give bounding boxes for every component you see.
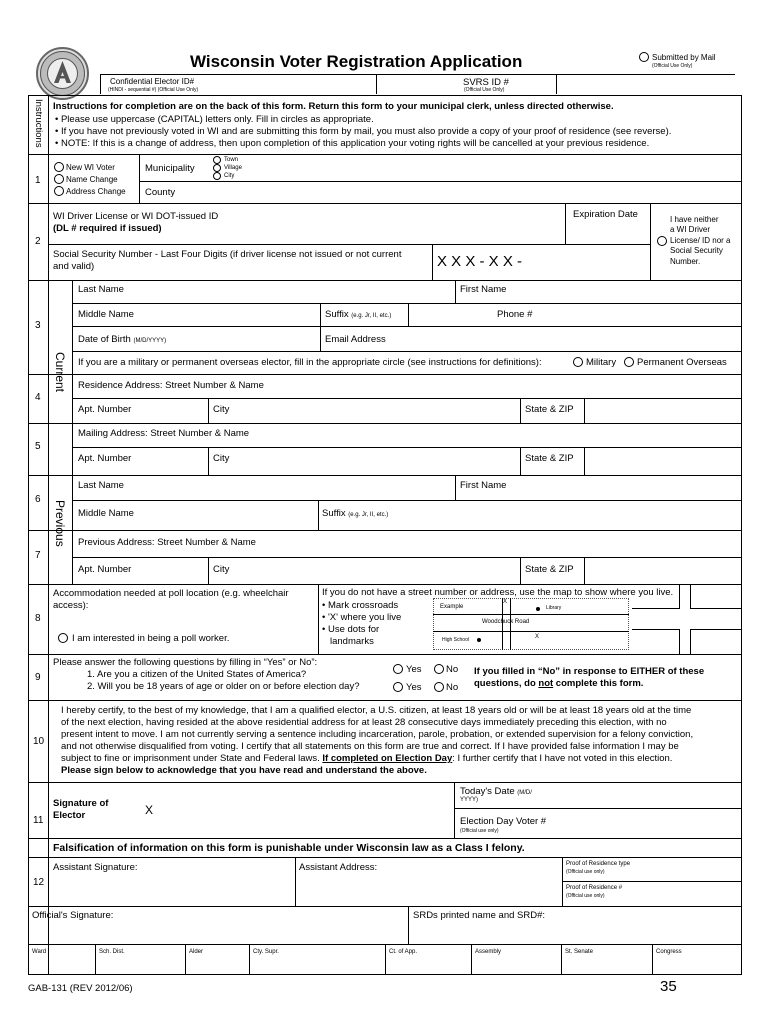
signature-x: X <box>145 803 154 817</box>
overseas-circle[interactable] <box>624 357 634 367</box>
poll-worker-circle[interactable] <box>58 633 68 643</box>
previous-first-name-label: First Name <box>460 480 507 491</box>
current-email-label: Email Address <box>325 334 386 345</box>
current-email-field[interactable] <box>395 327 738 349</box>
instructions-side-label: Instructions <box>33 99 44 148</box>
confidential-id-field[interactable] <box>250 75 374 92</box>
current-last-name-label: Last Name <box>78 284 124 295</box>
military-circle[interactable] <box>573 357 583 367</box>
section-number-7: 7 <box>35 550 41 561</box>
confidential-id-label: Confidential Elector ID# <box>110 77 195 86</box>
official-use-note: (Official Use Only) <box>652 63 693 69</box>
previous-middle-name-label: Middle Name <box>78 508 134 519</box>
previous-suffix-field[interactable] <box>405 501 738 527</box>
accommodation-field[interactable] <box>100 600 315 626</box>
submitted-by-mail-circle[interactable] <box>639 52 649 62</box>
location-map-grid[interactable] <box>632 584 741 654</box>
page-number: 35 <box>660 978 677 995</box>
form-id: GAB-131 (REV 2012/06) <box>28 983 133 994</box>
proof-number-note: (Official use only) <box>566 893 605 899</box>
svrs-id-label: SVRS ID # <box>463 77 509 88</box>
signature-label-1: Signature of <box>53 798 109 809</box>
previous-city-label: City <box>213 564 230 575</box>
q2-yes-label: Yes <box>406 682 422 693</box>
school-dot <box>477 638 481 642</box>
srd-label: SRDs printed name and SRD#: <box>413 910 546 921</box>
assistant-signature-label: Assistant Signature: <box>53 862 138 873</box>
question-1: 1. Are you a citizen of the United States of America? <box>87 669 307 680</box>
new-voter-label: New WI Voter <box>66 163 115 172</box>
municipality-field[interactable] <box>250 156 738 180</box>
svrs-id-note: (Official Use Only) <box>464 87 505 93</box>
address-change-circle[interactable] <box>54 186 64 196</box>
neither-line-2: a WI Driver <box>670 225 710 234</box>
section-number-2: 2 <box>35 236 41 247</box>
elector-signature-field[interactable] <box>160 786 450 836</box>
name-change-circle[interactable] <box>54 174 64 184</box>
srd-field[interactable] <box>411 922 738 942</box>
district-ward: Ward <box>32 949 47 955</box>
neither-line-1: I have neither <box>670 215 719 224</box>
map-x-mark-top: X <box>503 599 508 605</box>
address-change-label: Address Change <box>66 187 126 196</box>
previous-suffix-label: Suffix (e.g. Jr, II, etc.) <box>322 508 389 519</box>
instruction-bullet-3: • NOTE: If this is a change of address, then upon completion of this application your voting rights will be cancelled at your previous residence. <box>55 138 650 149</box>
current-dob-field[interactable] <box>195 327 315 349</box>
mailing-city-label: City <box>213 453 230 464</box>
military-label: Military <box>586 357 617 368</box>
ssn-last-four-field[interactable] <box>525 246 647 278</box>
accommodation-label-1: Accommodation needed at poll location (e.g. wheelchair <box>53 588 289 599</box>
section-number-9: 9 <box>35 672 41 683</box>
expiration-date-field[interactable] <box>567 222 647 242</box>
current-phone-label: Phone # <box>497 309 533 320</box>
todays-date-field[interactable] <box>560 784 738 806</box>
officials-signature-field[interactable] <box>30 922 405 942</box>
previous-last-name-field[interactable] <box>145 476 453 498</box>
previous-state-zip-field[interactable] <box>587 558 738 582</box>
current-suffix-label: Suffix (e.g. Jr, II, etc.) <box>325 309 392 320</box>
village-label: Village <box>224 165 242 171</box>
current-phone-field[interactable] <box>540 304 738 324</box>
neither-line-4: Social Security <box>670 246 723 255</box>
neither-circle[interactable] <box>657 236 667 246</box>
instruction-bullet-2: • If you have not previously voted in WI and are submitting this form by mail, you must also provide a copy of your proof of residence (see reverse). <box>55 126 672 137</box>
district-assembly: Assembly <box>475 949 502 955</box>
district-county-supervisor: Cty. Supr. <box>253 949 279 955</box>
certification-line-5: subject to fine or imprisonment under State and Federal laws. If completed on Election Day: I further certify that I have not voted in this election. <box>61 753 673 764</box>
accommodation-label-2: access): <box>53 600 89 611</box>
section-number-1: 1 <box>35 175 41 186</box>
map-bullet-2: • 'X' where you live <box>322 612 402 623</box>
previous-middle-name-field[interactable] <box>165 501 315 527</box>
map-school-label: High School <box>442 637 469 643</box>
district-state-senate: St. Senate <box>565 949 594 955</box>
citizen-warning-2: questions, do not complete this form. <box>474 678 644 689</box>
q1-yes-circle[interactable] <box>393 664 403 674</box>
q1-no-circle[interactable] <box>434 664 444 674</box>
previous-first-name-field[interactable] <box>520 476 738 498</box>
current-middle-name-field[interactable] <box>145 304 317 324</box>
map-example-label: Example <box>440 604 464 610</box>
dl-label: WI Driver License or WI DOT-issued ID <box>53 211 219 222</box>
poll-worker-label: I am interested in being a poll worker. <box>72 633 230 644</box>
instruction-bullet-1: • Please use uppercase (CAPITAL) letters only. Fill in circles as appropriate. <box>55 114 374 125</box>
previous-address-field[interactable] <box>272 531 738 555</box>
district-congress: Congress <box>656 949 682 955</box>
municipality-label: Municipality <box>145 163 195 174</box>
citizen-warning-1: If you filled in “No” in response to EITHER of these <box>474 666 705 677</box>
certification-line-4: and not otherwise disqualified from voting. I certify that all statements on this form are true and correct. If I have provided false information I may be <box>61 741 679 752</box>
overseas-label: Permanent Overseas <box>637 357 727 368</box>
previous-side-label: Previous <box>53 500 67 547</box>
mailing-state-zip-label: State & ZIP <box>525 453 574 464</box>
residence-state-zip-field[interactable] <box>587 399 738 421</box>
certification-line-6: Please sign below to acknowledge that you have read and understand the above. <box>61 765 427 776</box>
assistant-address-label: Assistant Address: <box>299 862 378 873</box>
current-middle-name-label: Middle Name <box>78 309 134 320</box>
previous-state-zip-label: State & ZIP <box>525 564 574 575</box>
map-bullet-3: • Use dots for <box>322 624 380 635</box>
county-field[interactable] <box>185 182 738 202</box>
page-title: Wisconsin Voter Registration Application <box>190 52 523 71</box>
todays-date-note: YYYY) <box>460 797 479 803</box>
name-change-label: Name Change <box>66 175 118 184</box>
residence-address-field[interactable] <box>280 375 738 397</box>
map-intro: If you do not have a street number or address, use the map to show where you live. <box>322 587 674 598</box>
residence-apt-label: Apt. Number <box>78 404 132 415</box>
previous-address-label: Previous Address: Street Number & Name <box>78 537 256 548</box>
proof-number-label: Proof of Residence # <box>566 885 623 891</box>
neither-line-5: Number. <box>670 257 701 266</box>
section-number-4: 4 <box>35 392 41 403</box>
map-road-label: Woodchuck Road <box>482 619 530 625</box>
officials-signature-label: Official's Signature: <box>32 910 114 921</box>
instructions-main: Instructions for completion are on the back of this form. Return this form to your municipal clerk, unless directed otherwise. <box>53 101 614 112</box>
county-label: County <box>145 187 176 198</box>
current-last-name-field[interactable] <box>145 281 453 301</box>
town-circle[interactable] <box>213 156 221 164</box>
question-2: 2. Will you be 18 years of age or older on or before election day? <box>87 681 360 692</box>
village-circle[interactable] <box>213 164 221 172</box>
certification-line-2: of the next election, having resided at the above residential address for at least 28 consecutive days immediately preceding this election, with no <box>61 717 667 728</box>
mailing-address-label: Mailing Address: Street Number & Name <box>78 428 250 439</box>
mailing-state-zip-field[interactable] <box>587 448 738 472</box>
confidential-id-note: (HINDI - sequential #) (Official Use Only) <box>108 87 199 93</box>
new-voter-circle[interactable] <box>54 162 64 172</box>
residence-city-label: City <box>213 404 230 415</box>
previous-city-field[interactable] <box>235 558 517 582</box>
section-number-6: 6 <box>35 494 41 505</box>
todays-date-label: Today's Date (M/D/ <box>460 786 532 797</box>
town-label: Town <box>224 157 239 163</box>
assistant-signature-field[interactable] <box>52 874 292 904</box>
city-label: City <box>224 173 235 179</box>
current-first-name-label: First Name <box>460 284 507 295</box>
dl-number-field[interactable] <box>230 205 562 241</box>
assistant-address-field[interactable] <box>298 874 558 904</box>
military-question: If you are a military or permanent overseas elector, fill in the appropriate circle (see instructions for definitions): <box>78 357 542 368</box>
section-number-5: 5 <box>35 441 41 452</box>
map-bullet-3b: landmarks <box>330 636 374 647</box>
election-day-official-note: (Official use only) <box>460 828 499 834</box>
falsification-notice: Falsification of information on this form is punishable under Wisconsin law as a Class I felony. <box>53 842 525 854</box>
residence-address-label: Residence Address: Street Number & Name <box>78 380 264 391</box>
section-number-10: 10 <box>33 736 45 747</box>
citizen-questions-intro: Please answer the following questions by filling in “Yes” or No”: <box>53 657 318 668</box>
mailing-apt-label: Apt. Number <box>78 453 132 464</box>
state-seal <box>36 47 89 100</box>
ssn-label-2: and valid) <box>53 261 95 272</box>
submitted-by-mail-label: Submitted by Mail <box>652 53 716 62</box>
mailing-city-field[interactable] <box>235 448 517 472</box>
map-bullet-1: • Mark crossroads <box>322 600 399 611</box>
current-dob-label: Date of Birth (M/D/YYYY) <box>78 334 167 345</box>
q2-no-label: No <box>446 682 459 693</box>
q2-no-circle[interactable] <box>434 682 444 692</box>
certification-line-3: present intent to move. I am not currently serving a sentence including incarceration, parole, probation, or extended supervision for a felony conviction, <box>61 729 694 740</box>
current-first-name-field[interactable] <box>520 281 738 301</box>
residence-state-zip-label: State & ZIP <box>525 404 574 415</box>
expiration-date-label: Expiration Date <box>573 209 638 220</box>
q1-no-label: No <box>446 664 459 675</box>
section-number-11: 11 <box>33 815 44 826</box>
ssn-label-1: Social Security Number - Last Four Digits (if driver license not issued or not current <box>53 249 402 260</box>
q2-yes-circle[interactable] <box>393 682 403 692</box>
section-number-8: 8 <box>35 613 41 624</box>
district-court-of-appeals: Ct. of App. <box>389 949 418 955</box>
district-school: Sch. Dist. <box>99 949 125 955</box>
signature-label-2: Elector <box>53 810 86 821</box>
previous-last-name-label: Last Name <box>78 480 124 491</box>
dl-required-label: (DL # required if issued) <box>53 223 162 234</box>
q1-yes-label: Yes <box>406 664 422 675</box>
city-circle[interactable] <box>213 172 221 180</box>
election-day-voter-field[interactable] <box>560 810 738 836</box>
library-dot <box>536 607 540 611</box>
residence-city-field[interactable] <box>235 399 517 421</box>
district-alder: Alder <box>189 949 204 955</box>
ssn-mask: X X X - X X - <box>437 253 523 270</box>
proof-type-note: (Official use only) <box>566 869 605 875</box>
map-library-label: Library <box>546 605 562 611</box>
seal-icon <box>38 49 87 98</box>
neither-line-3: License/ ID nor a <box>670 236 731 245</box>
previous-apt-label: Apt. Number <box>78 564 132 575</box>
section-number-12: 12 <box>33 877 45 888</box>
section-number-3: 3 <box>35 320 41 331</box>
certification-line-1: I hereby certify, to the best of my knowledge, that I am a qualified elector, a U.S. citizen, at least 18 years old or will be at least 18 years old at the time <box>61 705 692 716</box>
map-x-mark: X <box>535 634 540 640</box>
election-day-voter-label: Election Day Voter # <box>460 816 547 827</box>
current-side-label: Current <box>53 352 67 393</box>
mailing-address-field[interactable] <box>265 424 738 446</box>
proof-type-label: Proof of Residence type <box>566 861 631 867</box>
